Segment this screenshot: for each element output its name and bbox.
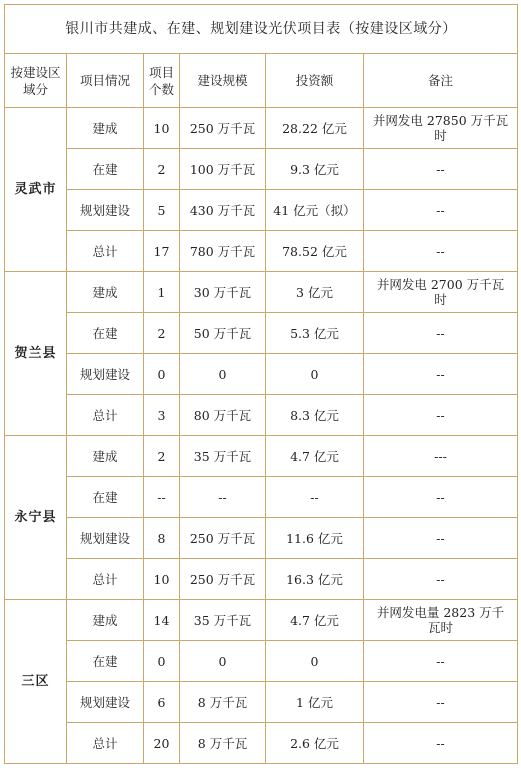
status-cell: 建成 [67, 436, 144, 477]
investment-cell: 11.6 亿元 [266, 518, 364, 559]
count-cell: -- [144, 477, 180, 518]
table-row [5, 559, 518, 600]
count-cell: 20 [144, 723, 180, 764]
table-row [5, 395, 518, 436]
scale-cell: 80 万千瓦 [180, 395, 266, 436]
scale-cell: 100 万千瓦 [180, 149, 266, 190]
scale-cell: 0 [180, 641, 266, 682]
remark-cell: -- [364, 518, 518, 559]
table-row [5, 723, 518, 764]
table-row [5, 641, 518, 682]
table-row [5, 518, 518, 559]
table-body [5, 108, 518, 764]
remark-cell: 并网发电 27850 万千瓦时 [364, 108, 518, 149]
header-region: 按建设区域分 [5, 54, 67, 108]
status-cell: 在建 [67, 149, 144, 190]
header-remark: 备注 [364, 54, 518, 108]
region-cell: 灵武市 [5, 108, 67, 272]
count-cell: 1 [144, 272, 180, 313]
scale-cell: -- [180, 477, 266, 518]
remark-cell: --- [364, 436, 518, 477]
count-cell: 10 [144, 559, 180, 600]
count-cell: 5 [144, 190, 180, 231]
table-row [5, 272, 518, 313]
investment-cell: 4.7 亿元 [266, 436, 364, 477]
count-cell: 2 [144, 436, 180, 477]
investment-cell: 28.22 亿元 [266, 108, 364, 149]
investment-cell: 0 [266, 354, 364, 395]
status-cell: 总计 [67, 231, 144, 272]
table-row [5, 149, 518, 190]
remark-cell: -- [364, 477, 518, 518]
count-cell: 17 [144, 231, 180, 272]
region-cell: 三区 [5, 600, 67, 764]
status-cell: 建成 [67, 600, 144, 641]
table-row [5, 477, 518, 518]
investment-cell: 78.52 亿元 [266, 231, 364, 272]
table-row [5, 231, 518, 272]
table-row [5, 354, 518, 395]
status-cell: 规划建设 [67, 190, 144, 231]
investment-cell: 41 亿元（拟） [266, 190, 364, 231]
status-cell: 总计 [67, 723, 144, 764]
remark-cell: -- [364, 149, 518, 190]
pv-project-table [4, 4, 518, 764]
remark-cell: -- [364, 354, 518, 395]
table-row [5, 108, 518, 149]
investment-cell: 0 [266, 641, 364, 682]
investment-cell: 2.6 亿元 [266, 723, 364, 764]
investment-cell: -- [266, 477, 364, 518]
table-row [5, 600, 518, 641]
count-cell: 14 [144, 600, 180, 641]
status-cell: 规划建设 [67, 682, 144, 723]
table-row [5, 190, 518, 231]
remark-cell: -- [364, 682, 518, 723]
count-cell: 2 [144, 313, 180, 354]
header-count: 项目个数 [144, 54, 180, 108]
count-cell: 8 [144, 518, 180, 559]
investment-cell: 5.3 亿元 [266, 313, 364, 354]
table-row [5, 436, 518, 477]
scale-cell: 250 万千瓦 [180, 108, 266, 149]
status-cell: 建成 [67, 108, 144, 149]
investment-cell: 4.7 亿元 [266, 600, 364, 641]
count-cell: 6 [144, 682, 180, 723]
scale-cell: 250 万千瓦 [180, 518, 266, 559]
remark-cell: -- [364, 723, 518, 764]
investment-cell: 1 亿元 [266, 682, 364, 723]
table-row [5, 682, 518, 723]
investment-cell: 9.3 亿元 [266, 149, 364, 190]
count-cell: 0 [144, 641, 180, 682]
count-cell: 3 [144, 395, 180, 436]
remark-cell: -- [364, 231, 518, 272]
status-cell: 规划建设 [67, 518, 144, 559]
scale-cell: 430 万千瓦 [180, 190, 266, 231]
scale-cell: 35 万千瓦 [180, 600, 266, 641]
header-investment: 投资额 [266, 54, 364, 108]
scale-cell: 250 万千瓦 [180, 559, 266, 600]
scale-cell: 50 万千瓦 [180, 313, 266, 354]
remark-cell: -- [364, 395, 518, 436]
header-status: 项目情况 [67, 54, 144, 108]
status-cell: 在建 [67, 641, 144, 682]
count-cell: 10 [144, 108, 180, 149]
remark-cell: -- [364, 190, 518, 231]
investment-cell: 3 亿元 [266, 272, 364, 313]
scale-cell: 0 [180, 354, 266, 395]
count-cell: 2 [144, 149, 180, 190]
remark-cell: -- [364, 559, 518, 600]
scale-cell: 780 万千瓦 [180, 231, 266, 272]
table-title: 银川市共建成、在建、规划建设光伏项目表（按建设区域分） [5, 5, 518, 54]
header-scale: 建设规模 [180, 54, 266, 108]
investment-cell: 16.3 亿元 [266, 559, 364, 600]
scale-cell: 8 万千瓦 [180, 682, 266, 723]
status-cell: 在建 [67, 313, 144, 354]
status-cell: 总计 [67, 559, 144, 600]
remark-cell: -- [364, 313, 518, 354]
status-cell: 建成 [67, 272, 144, 313]
scale-cell: 30 万千瓦 [180, 272, 266, 313]
remark-cell: -- [364, 641, 518, 682]
count-cell: 0 [144, 354, 180, 395]
status-cell: 在建 [67, 477, 144, 518]
remark-cell: 并网发电 2700 万千瓦时 [364, 272, 518, 313]
status-cell: 总计 [67, 395, 144, 436]
scale-cell: 8 万千瓦 [180, 723, 266, 764]
region-cell: 永宁县 [5, 436, 67, 600]
investment-cell: 8.3 亿元 [266, 395, 364, 436]
scale-cell: 35 万千瓦 [180, 436, 266, 477]
region-cell: 贺兰县 [5, 272, 67, 436]
status-cell: 规划建设 [67, 354, 144, 395]
remark-cell: 并网发电量 2823 万千瓦时 [364, 600, 518, 641]
table-row [5, 313, 518, 354]
